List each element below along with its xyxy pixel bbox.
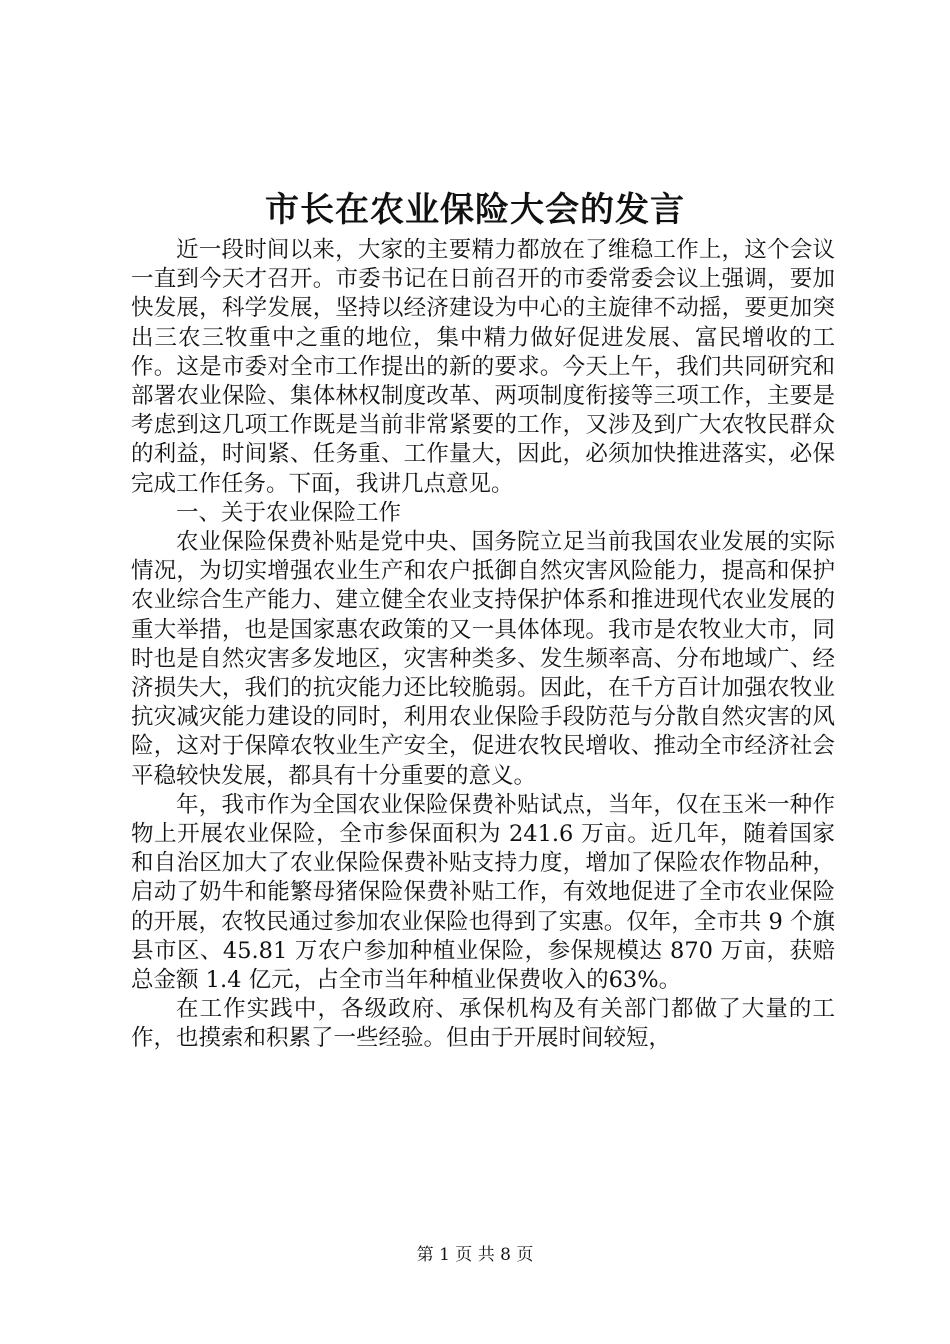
section-heading: 一、关于农业保险工作: [176, 499, 402, 526]
document-title: 市长在农业保险大会的发言: [265, 190, 685, 230]
intro-paragraph: 近一段时间以来，大家的主要精力都放在了维稳工作上，这个会议一直到今天才召开。市委书记在日前召开的市委常委会议上强调，要加快发展，科学发展，坚持以经济建设为中心的主旋律不动摇，要更加突出三农三牧重中之重的地位，集中精力做好促进发展、富民增收的工作。这是市委对全市工作提出的新的要求。今天上午，我们共同研究和部署农业保险、集体林权制度改革、两项制度衔接等三项工作，主要是考虑到这几项工作既是当前非常紧要的工作，又涉及到广大农牧民群众的利益，时间紧、任务重、工作量大，因此，必须加快推进落实，必保完成工作任务。下面，我讲几点意见。: [131, 237, 835, 497]
section-paragraph-1: 农业保险保费补贴是党中央、国务院立足当前我国农业发展的实际情况，为切实增强农业生产和农户抵御自然灾害风险能力，提高和保护农业综合生产能力、建立健全农业支持保护体系和推进现代农业发展的重大举措，也是国家惠农政策的又一具体体现。我市是农牧业大市，同时也是自然灾害多发地区，灾害种类多、发生频率高、分布地域广、经济损失大，我们的抗灾能力还比较脆弱。因此，在千方百计加强农牧业抗灾减灾能力建设的同时，利用农业保险手段防范与分散自然灾害的风险，这对于保障农牧业生产安全，促进农牧民增收、推动全市经济社会平稳较快发展，都具有十分重要的意义。: [131, 529, 835, 789]
document-body: [131, 236, 835, 1054]
section-paragraph-3: 在工作实践中，各级政府、承保机构及有关部门都做了大量的工作，也摸索和积累了一些经验。但由于开展时间较短，: [131, 996, 835, 1052]
section-paragraph-2: 年，我市作为全国农业保险保费补贴试点，当年，仅在玉米一种作物上开展农业保险，全市参保面积为 241.6 万亩。近几年，随着国家和自治区加大了农业保险保费补贴支持力度，增加了保险农作物品种，启动了奶牛和能繁母猪保险保费补贴工作，有效地促进了全市农业保险的开展，农牧民通过参加农业保险也得到了实惠。仅年，全市共 9 个旗县市区、45.81 万农户参加种植业保险，参保规模达 870 万亩，获赔总金额 1.4 亿元，占全市当年种植业保费收入的63%。: [131, 791, 835, 994]
page-footer: 第 1 页 共 8 页: [416, 1245, 534, 1265]
